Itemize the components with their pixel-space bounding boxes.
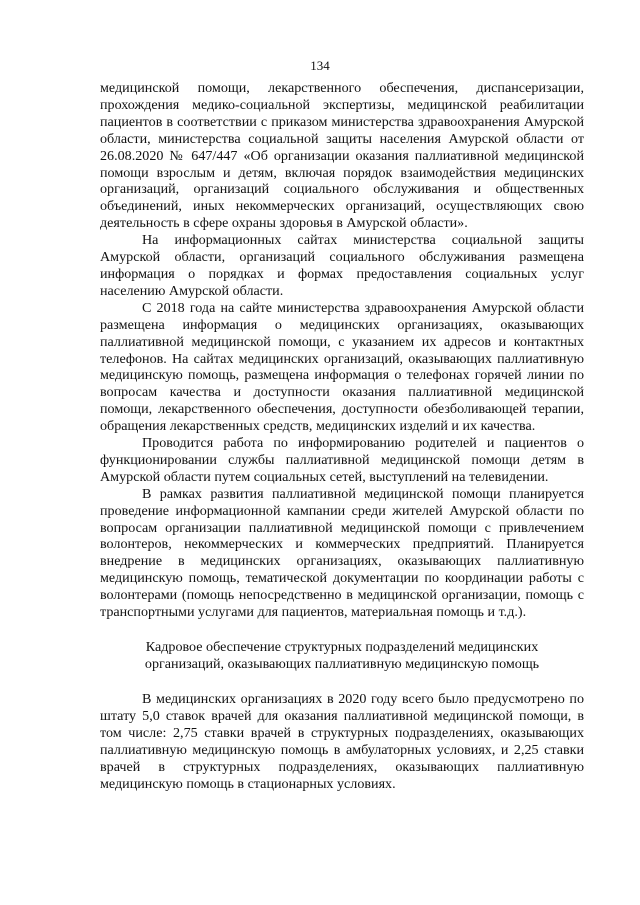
paragraph-health-ministry-site: С 2018 года на сайте министерства здравоохранения Амурской области размещена информация о медицинских организациях, оказывающих паллиативной медицинской помощи, с указанием их адресов и контактных телефонов. На сайтах медицинских организаций, оказывающих паллиативную медицинскую помощь, размещена информация о телефонах горячей линии по вопросам качества и доступности оказания паллиативной медицинской помощи, лекарственного обеспечения, доступности обезболивающей терапии, обращения лекарственных средств, медицинских изделий и их качества. bbox=[100, 299, 584, 435]
paragraph-staffing: В медицинских организациях в 2020 году всего было предусмотрено по штату 5,0 ставок врачей для оказания паллиативной медицинской помощи, в том числе: 2,75 ставки врачей в структурных подразделениях, оказывающих паллиативную медицинскую помощь в амбулаторных условиях, и 2,25 ставки врачей в структурных подразделениях, оказывающих паллиативную медицинскую помощь в стационарных условиях. bbox=[100, 691, 584, 792]
page-number: 134 bbox=[310, 58, 330, 73]
paragraph-continuation: медицинской помощи, лекарственного обеспечения, диспансеризации, прохождения медико-социальной экспертизы, медицинской реабилитации пациентов в соответствии с приказом министерства здравоохранения Амурской области, министерства социальной защиты населения Амурской области от 26.08.2020 № 647/447 «Об организации оказания паллиативной медицинской помощи взрослым и детям, включая порядок взаимодействия медицинских организаций, организаций социального обслуживания и общественных объединений, иных некоммерческих организаций, осуществляющих свою деятельность в сфере охраны здоровья в Амурской области». bbox=[100, 80, 584, 232]
paragraph-social-protection-sites: На информационных сайтах министерства социальной защиты Амурской области, организаций социального обслуживания размещена информация о порядках и формах предоставления социальных услуг населению Амурской области. bbox=[100, 232, 584, 299]
paragraph-informing-parents: Проводится работа по информированию родителей и пациентов о функционировании службы паллиативной медицинской помощи детям в Амурской области путем социальных сетей, выступлений на телевидении. bbox=[100, 435, 584, 485]
paragraph-information-campaign: В рамках развития паллиативной медицинской помощи планируется проведение информационной кампании среди жителей Амурской области по вопросам организации паллиативной медицинской помощи с привлечением волонтеров, некоммерческих и коммерческих предприятий. Планируется внедрение в медицинских организациях, оказывающих паллиативную медицинскую помощь, тематической документации по координации работы с волонтерами (помощь непосредственно в медицинской организации, помощь с транспортными услугами для пациентов, материальная помощь и т.д.). bbox=[100, 485, 584, 621]
section-heading: Кадровое обеспечение структурных подразделений медицинских организаций, оказывающих паллиативную медицинскую помощь bbox=[144, 639, 540, 672]
document-body bbox=[100, 80, 584, 792]
